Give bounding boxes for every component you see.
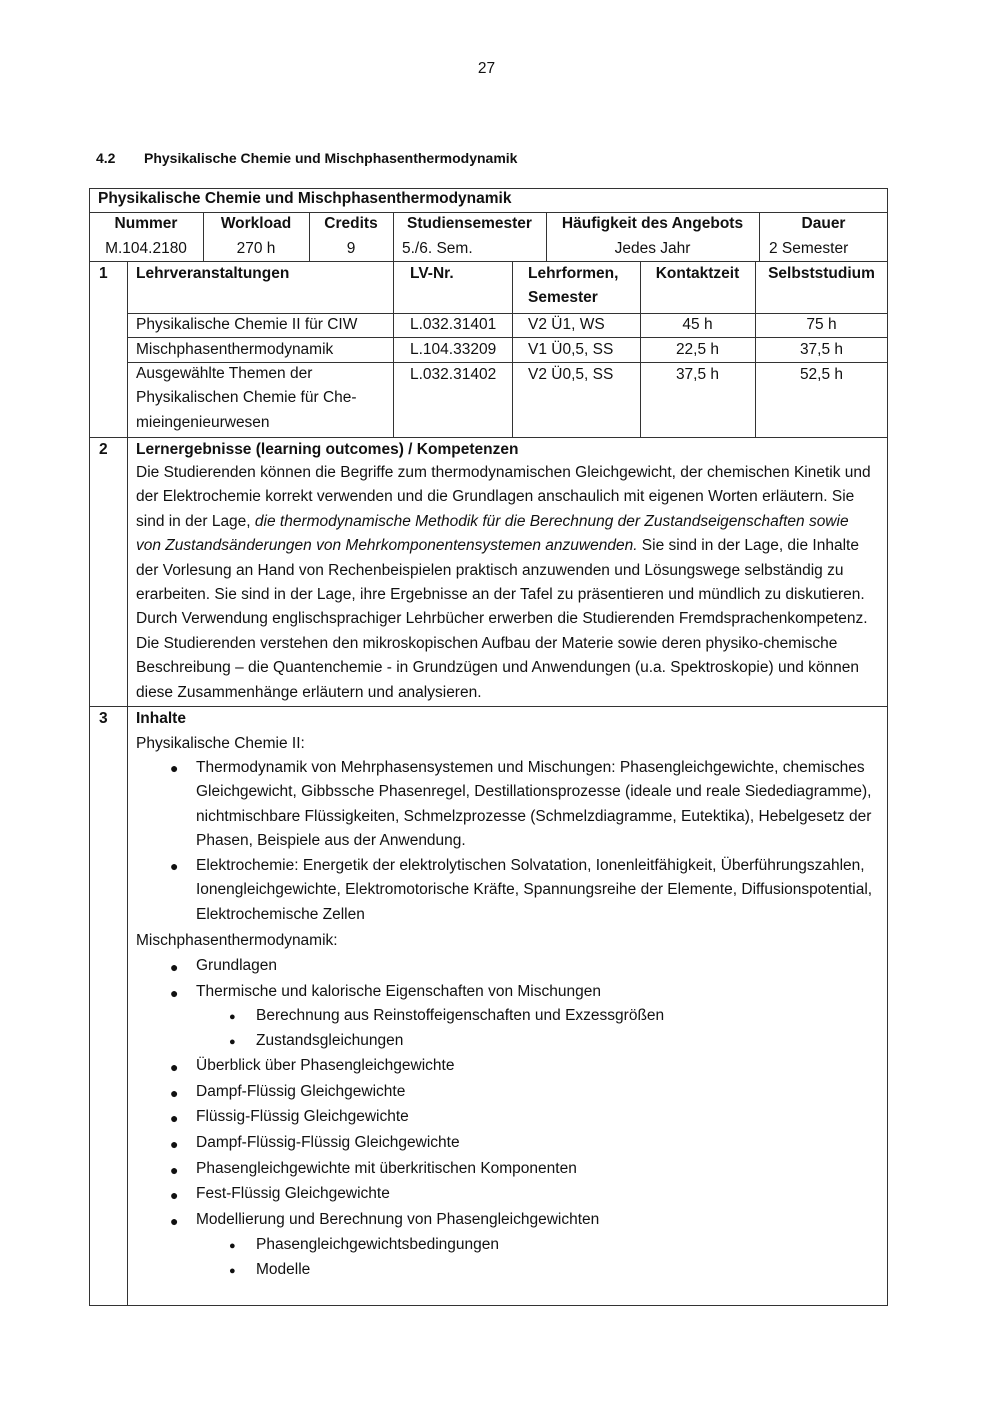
inhalte-mp-item-7: Phasengleichgewichte mit überkritischen Komponenten xyxy=(196,1160,577,1177)
lv-header-nr: LV-Nr. xyxy=(410,265,454,282)
outcomes-p1-part-b: Sie sind in der Lage, die Inhalte der Vorlesung an Hand von Rechenbeispielen praktisch anzuwenden und Lösungswege selbständig zu erarbeiten. Sie sind in der Lage, ihre Ergebnisse an der Tafel zu präsentieren und mündlich zu diskutieren. Durch Verwendung englischsprachiger Lehrbücher erwerben die Studierenden Fremdsprachenkompetenz. xyxy=(136,537,868,628)
lv-header-formen-line2: Semester xyxy=(528,289,598,307)
rule-v xyxy=(512,261,513,437)
lv-row-2-form: V1 Ü0,5, SS xyxy=(528,341,614,358)
inhalte-mp-item-1: Grundlagen xyxy=(196,957,278,974)
header-nummer: Nummer xyxy=(114,215,178,232)
lv-row-1-kontakt: 45 h xyxy=(682,316,713,333)
value-studiensemester: 5./6. Sem. xyxy=(402,240,473,257)
lv-row-2-nr: L.104.33209 xyxy=(410,341,497,358)
outcomes-p1-part-a: Die Studierenden können die Begriffe zum thermodynamischen Gleichgewicht, der chemischen Kinetik und der Elektrochemie korrekt verwenden und die Grundlagen anschaulich mit eigenen Worten erläutern. Sie sind in der Lage, xyxy=(136,464,871,530)
lv-row-2-selbst: 37,5 h xyxy=(799,341,844,358)
outcomes-paragraph-1 xyxy=(136,461,876,632)
bullet-icon: ● xyxy=(170,1085,179,1101)
lv-header-formen-line1: Lehrformen, xyxy=(528,265,619,282)
header-dauer: Dauer xyxy=(801,215,846,232)
value-dauer: 2 Semester xyxy=(769,240,849,257)
bullet-icon: ● xyxy=(170,1136,179,1152)
header-credits: Credits xyxy=(324,215,378,232)
lv-row-3-name-line3: mieingenieurwesen xyxy=(136,413,270,431)
lv-row-2-name: Mischphasenthermodynamik xyxy=(136,341,334,358)
section-2-number: 2 xyxy=(99,441,108,458)
sub-bullet-icon: ● xyxy=(229,1265,236,1277)
page-number: 27 xyxy=(477,60,496,77)
outcomes-title: Lernergebnisse (learning outcomes) / Kompetenzen xyxy=(136,441,519,458)
section-number: 4.2 xyxy=(96,150,116,166)
lv-row-1-form: V2 Ü1, WS xyxy=(528,316,605,333)
lv-header-selbst: Selbststudium xyxy=(768,265,875,282)
value-haeufigkeit: Jedes Jahr xyxy=(614,240,691,257)
lv-row-1-selbst: 75 h xyxy=(806,316,837,333)
lv-row-3-name-line2: Physikalischen Chemie für Che- xyxy=(136,389,357,407)
section-1-number: 1 xyxy=(99,265,108,282)
header-workload: Workload xyxy=(220,215,292,232)
inhalte-mp-item-8: Fest-Flüssig Gleichgewichte xyxy=(196,1185,390,1202)
lv-row-3-form: V2 Ü0,5, SS xyxy=(528,366,614,383)
sub-bullet-icon: ● xyxy=(229,1011,236,1023)
bullet-icon: ● xyxy=(170,1110,179,1126)
rule-v xyxy=(127,261,128,1306)
bullet-icon: ● xyxy=(170,985,179,1001)
bullet-icon: ● xyxy=(170,1213,179,1229)
lv-row-3-nr: L.032.31402 xyxy=(410,366,497,383)
inhalte-mp-sub-item-1: Berechnung aus Reinstoffeigenschaften und Exzessgrößen xyxy=(256,1007,665,1024)
inhalte-mp-item-9: Modellierung und Berechnung von Phasengleichgewichten xyxy=(196,1211,600,1228)
lv-row-1-nr: L.032.31401 xyxy=(410,316,497,333)
lv-row-3-name-line1: Ausgewählte Themen der xyxy=(136,365,313,382)
section-heading xyxy=(96,150,517,166)
sub-bullet-icon: ● xyxy=(229,1036,236,1048)
header-haeufigkeit: Häufigkeit des Angebots xyxy=(561,215,744,232)
rule-lv-row1 xyxy=(127,337,888,338)
section-title: Physikalische Chemie und Mischphasenthermodynamik xyxy=(144,150,518,166)
value-credits: 9 xyxy=(346,240,356,257)
inhalte-mp-sub-item-2: Zustandsgleichungen xyxy=(256,1032,404,1049)
lv-row-2-kontakt: 22,5 h xyxy=(675,341,720,358)
inhalte-mp-item-4: Dampf-Flüssig Gleichgewichte xyxy=(196,1083,406,1100)
outcomes-p1-emphasis: die thermodynamische Methodik für die Berechnung der Zustandseigenschaften sowie von Zustandsänderungen von Mehrkomponentensystemen anzuwenden. xyxy=(136,512,849,555)
module-title: Physikalische Chemie und Mischphasenthermodynamik xyxy=(98,190,512,207)
lv-row-1-name: Physikalische Chemie II für CIW xyxy=(136,316,358,333)
rule-title xyxy=(89,212,888,213)
value-nummer: M.104.2180 xyxy=(105,240,187,257)
bullet-icon: ● xyxy=(170,1059,179,1075)
inhalte-pc-title: Physikalische Chemie II: xyxy=(136,735,305,752)
bullet-icon: ● xyxy=(170,1187,179,1203)
rule-outcomes-end xyxy=(89,706,888,707)
inhalte-mp-item-6: Dampf-Flüssig-Flüssig Gleichgewichte xyxy=(196,1134,460,1151)
lv-row-3-name xyxy=(136,362,357,435)
lv-row-3-selbst: 52,5 h xyxy=(799,366,844,383)
lv-header-formen xyxy=(528,262,618,311)
inhalte-mp-item-2: Thermische und kalorische Eigenschaften von Mischungen xyxy=(196,983,601,1000)
inhalte-title: Inhalte xyxy=(136,710,186,727)
inhalte-mp-title: Mischphasenthermodynamik: xyxy=(136,932,338,949)
inhalte-pc-item-1: Thermodynamik von Mehrphasensystemen und Mischungen: Phasengleichgewichte, chemisches Gleichgewicht, Gibbssche Phasenregel, Destillationsprozesse (ideale und reale Siedediagramme), nichtmischbare Flüssigkeiten, Schmelzprozesse (Schmelzdiagramme, Eutektika), Hebelgesetz der Phasen, Beispiele aus der Anwendung. xyxy=(196,759,872,850)
inhalte-mp-item-5: Flüssig-Flüssig Gleichgewichte xyxy=(196,1108,409,1125)
lv-header-kontakt: Kontaktzeit xyxy=(655,265,740,282)
sub-bullet-icon: ● xyxy=(229,1240,236,1252)
header-studiensemester: Studiensemester xyxy=(407,215,532,232)
bullet-icon: ● xyxy=(170,760,179,776)
lv-header-name: Lehrveranstaltungen xyxy=(136,265,290,282)
bullet-icon: ● xyxy=(170,1162,179,1178)
section-3-number: 3 xyxy=(99,710,108,727)
inhalte-mp-item-3: Überblick über Phasengleichgewichte xyxy=(196,1057,455,1074)
rule-lv-header xyxy=(127,313,888,314)
rule-v xyxy=(393,261,394,437)
inhalte-mp-sub-item-3: Phasengleichgewichtsbedingungen xyxy=(256,1236,500,1253)
value-workload: 270 h xyxy=(236,240,276,257)
inhalte-pc-item-2: Elektrochemie: Energetik der elektrolytischen Solvatation, Ionenleitfähigkeit, Überführungszahlen, Ionengleichgewichte, Elektromotorische Kräfte, Spannungsreihe der Elemente, Diffusionspotential, Elektrochemische Zellen xyxy=(196,857,873,923)
rule-lv-end xyxy=(89,437,888,438)
inhalte-mp-sub-item-4: Modelle xyxy=(256,1261,311,1278)
lv-row-3-kontakt: 37,5 h xyxy=(675,366,720,383)
rule-module-values xyxy=(89,261,888,262)
bullet-icon: ● xyxy=(170,959,179,975)
outcomes-paragraph-2: Die Studierenden verstehen den mikroskopischen Aufbau der Materie sowie deren physiko-chemische Beschreibung – die Quantenchemie - in Grundzügen und Anwendungen (u.a. Spektroskopie) und können diese Zusammenhänge erläutern und analysieren. xyxy=(136,635,859,701)
bullet-icon: ● xyxy=(170,858,179,874)
